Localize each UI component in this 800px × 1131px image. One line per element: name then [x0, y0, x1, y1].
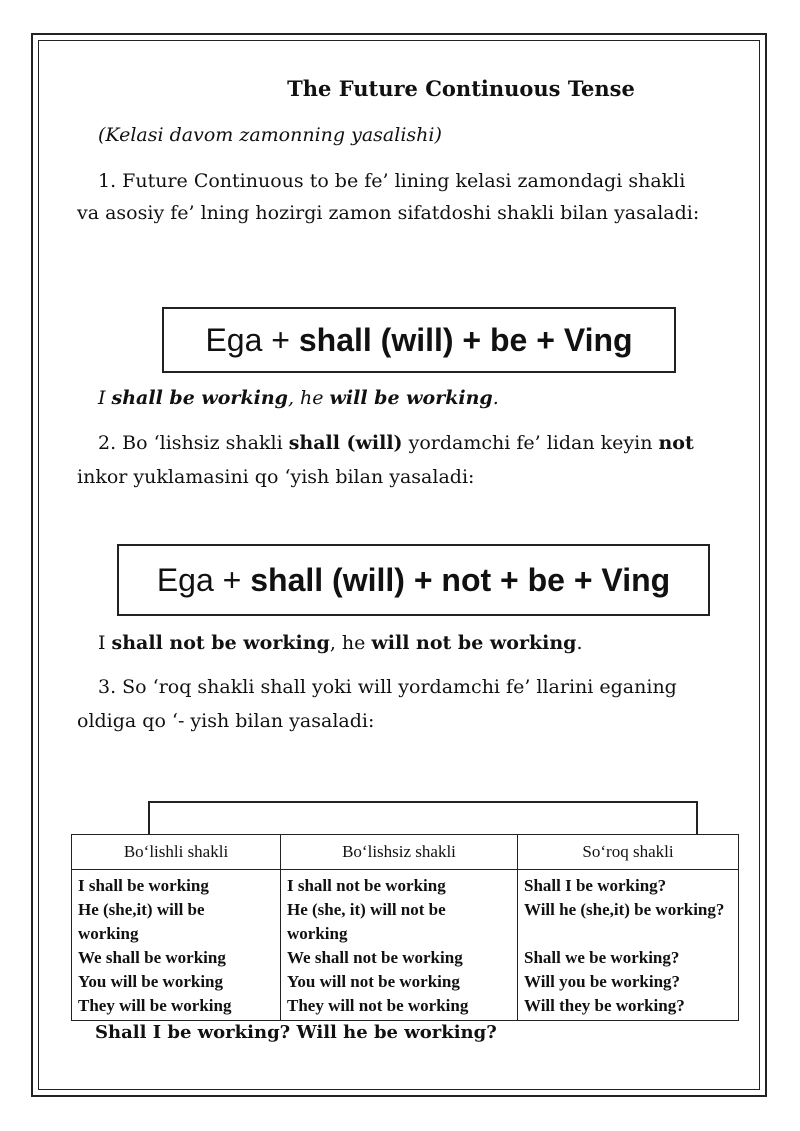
table-cell: They will not be working	[287, 996, 469, 1015]
formula-rest: shall (will) + be + Ving	[298, 321, 633, 358]
paragraph-3-line-2: oldiga qo ‘- yish bilan yasaladi:	[77, 710, 375, 732]
table-cell: Will he (she,it) be working?	[524, 900, 725, 919]
table-cell: Will they be working?	[524, 996, 685, 1015]
formula-box-negative	[117, 544, 710, 616]
formula-subject: Ega +	[156, 561, 251, 598]
example-affirmative: I shall be working, he will be working.	[98, 387, 499, 409]
negative-column	[281, 870, 518, 1021]
table-header: So‘roq shakli	[518, 835, 739, 870]
table-cell: We shall not be working	[287, 948, 463, 967]
paragraph-1-line-1: 1. Future Continuous to be fe’ lining kelasi zamondagi shakli	[98, 170, 686, 192]
page-title: The Future Continuous Tense	[287, 76, 635, 101]
table-cell: We shall be working	[78, 948, 226, 967]
table-cell: Shall we be working?	[524, 948, 680, 967]
question-examples: Shall I be working? Will he be working?	[95, 1022, 497, 1043]
formula-box-affirmative	[162, 307, 676, 373]
affirmative-column	[72, 870, 281, 1021]
table-cell: He (she,it) will be	[78, 900, 205, 919]
table-cell: You will be working	[78, 972, 223, 991]
conjugation-table	[71, 834, 739, 1021]
formula-rest: shall (will) + not + be + Ving	[250, 561, 671, 598]
table-cell: He (she, it) will not be	[287, 900, 446, 919]
table-header: Bo‘lishli shakli	[72, 835, 281, 870]
table-cell: They will be working	[78, 996, 232, 1015]
table-cell	[524, 922, 732, 946]
table-cell: I shall not be working	[287, 876, 446, 895]
paragraph-3-line-1: 3. So ‘roq shakli shall yoki will yordamchi fe’ llarini eganing	[98, 676, 677, 698]
table-cell: working	[78, 924, 139, 943]
paragraph-2-line-2: inkor yuklamasini qo ‘yish bilan yasaladi:	[77, 466, 475, 488]
table-header-row	[72, 835, 739, 870]
formula-subject: Ega +	[205, 321, 299, 358]
table-cell: I shall be working	[78, 876, 209, 895]
table-cell: Shall I be working?	[524, 876, 667, 895]
table-row	[72, 870, 739, 1021]
paragraph-2-line-1: 2. Bo ‘lishsiz shakli shall (will) yordamchi fe’ lidan keyin not	[98, 432, 694, 454]
table-header: Bo‘lishsiz shakli	[281, 835, 518, 870]
table-cell: working	[287, 924, 348, 943]
question-column	[518, 870, 739, 1021]
table-cell: You will not be working	[287, 972, 460, 991]
subtitle: (Kelasi davom zamonning yasalishi)	[98, 124, 442, 146]
example-negative: I shall not be working, he will not be working.	[98, 632, 583, 654]
paragraph-1-line-2: va asosiy fe’ lning hozirgi zamon sifatdoshi shakli bilan yasaladi:	[77, 202, 700, 224]
table-cell: Will you be working?	[524, 972, 681, 991]
